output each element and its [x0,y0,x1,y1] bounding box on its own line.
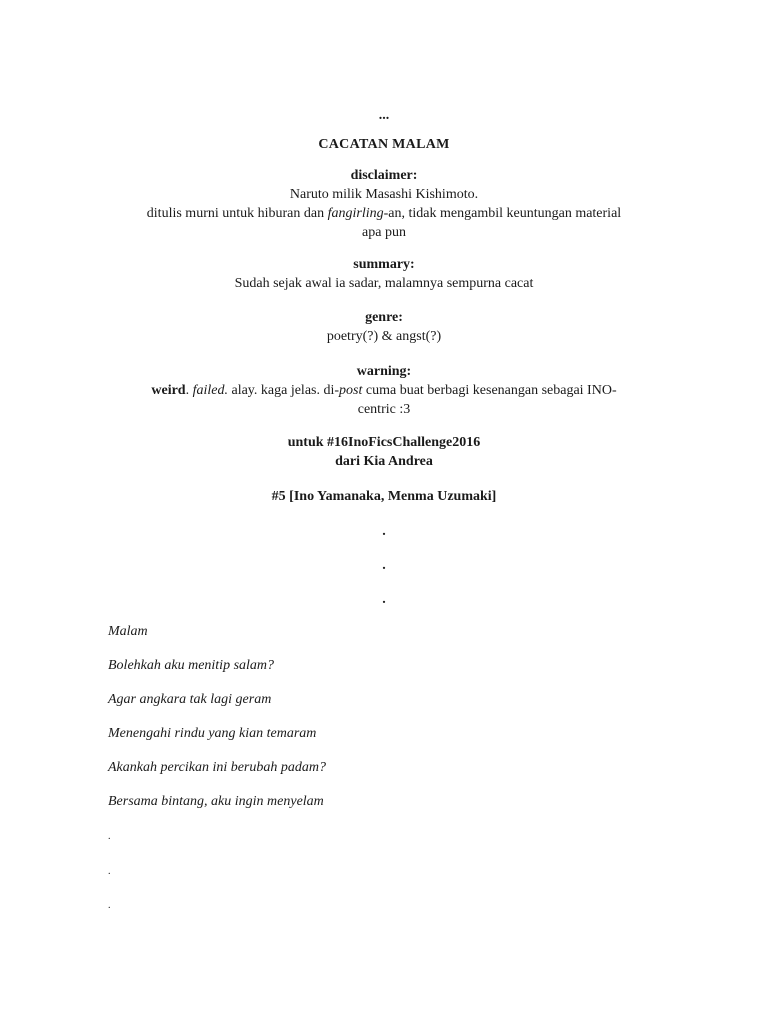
warning-line-2: centric :3 [357,402,411,417]
story-title: CACATAN MALAM [318,137,450,152]
summary-label: summary: [353,257,415,272]
poem-line-4: Menengahi rindu yang kian temaram [108,726,317,741]
warning-post: post [339,383,363,398]
prompt-heading: #5 [Ino Yamanaka, Menma Uzumaki] [271,489,497,504]
warning-failed: failed. [192,383,228,398]
disclaimer-fangirling: fangirling [327,206,384,221]
poem-dot-3: . [108,900,111,911]
poem-dot-1: . [108,831,111,842]
warning-label: warning: [356,364,412,379]
separator-dot-2: . [382,558,386,573]
poem-line-6: Bersama bintang, aku ingin menyelam [108,794,324,809]
disclaimer-line-2-post: -an, tidak mengambil keuntungan material [383,206,622,221]
summary-text: Sudah sejak awal ia sadar, malamnya sempurna cacat [234,276,534,291]
warning-weird: weird [151,383,186,398]
poem-line-1: Malam [108,624,148,639]
challenge-line-1: untuk #16InoFicsChallenge2016 [287,435,481,450]
poem-line-2: Bolehkah aku menitip salam? [108,658,275,673]
separator-dot-1: . [382,524,386,539]
disclaimer-label: disclaimer: [350,168,418,183]
disclaimer-line-2 [108,204,660,223]
genre-text: poetry(?) & angst(?) [326,329,442,344]
disclaimer-line-2-pre: ditulis murni untuk hiburan dan [146,206,328,221]
challenge-line-2: dari Kia Andrea [335,454,433,469]
ellipsis-heading: ... [378,108,390,123]
disclaimer-line-3: apa pun [362,225,406,240]
warning-line-1 [108,381,660,400]
warning-mid: alay. kaga jelas. di- [227,383,340,398]
warning-end: cuma buat berbagi kesenangan sebagai INO- [362,383,617,398]
poem-line-3: Agar angkara tak lagi geram [108,692,272,707]
separator-dot-3: . [382,592,386,607]
genre-label: genre: [365,310,403,325]
disclaimer-line-1: Naruto milik Masashi Kishimoto. [289,187,479,202]
poem-dot-2: . [108,866,111,877]
poem-line-5: Akankah percikan ini berubah padam? [108,760,326,775]
warning-sep: . [185,383,193,398]
